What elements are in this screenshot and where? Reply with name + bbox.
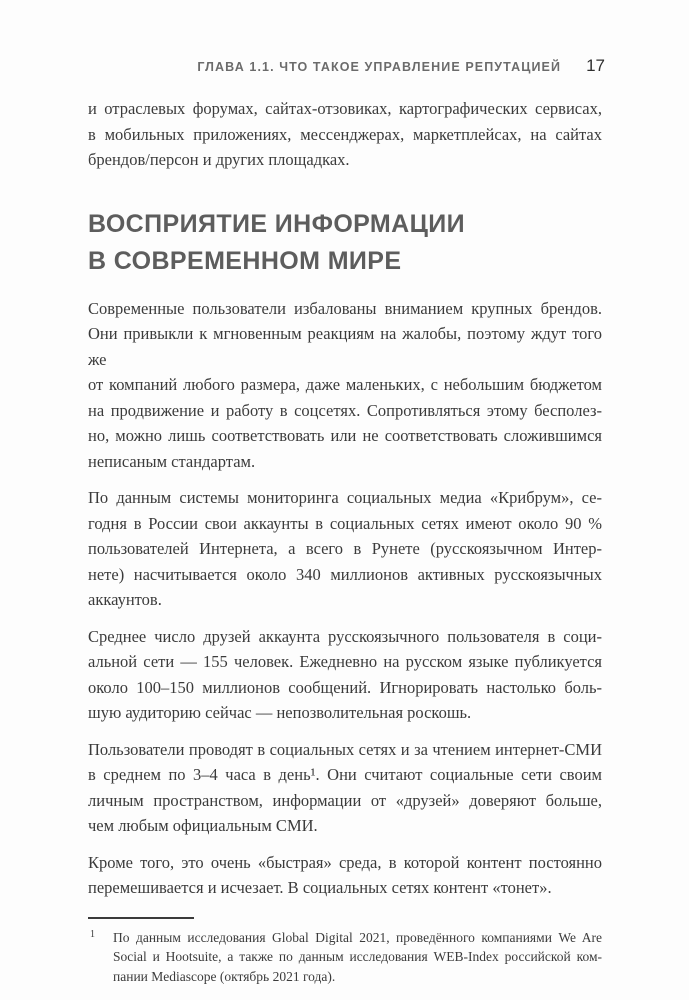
text-line: пользователей Интернета, а всего в Рунете (русскоязычном Интер- — [88, 539, 602, 558]
section-heading — [88, 206, 602, 280]
paragraph — [88, 850, 602, 901]
text-line: аккаунтов. — [88, 590, 162, 609]
text-line: шую аудиторию сейчас — непозволительная роскошь. — [88, 703, 472, 722]
text-line: личным пространством, информации от «друзей» доверяют больше, — [88, 790, 602, 810]
footnote — [88, 928, 602, 987]
text-line: Кроме того, это очень «быстрая» среда, в которой контент постоянно — [88, 852, 602, 872]
paragraph — [88, 624, 602, 726]
text-line: неписаным стандартам. — [88, 451, 256, 471]
footnote-separator-rule — [88, 917, 194, 919]
text-line: По данным исследования Global Digital 2021, проведённого компаниями We Are — [113, 929, 602, 945]
paragraph — [88, 296, 602, 475]
chapter-title: ГЛАВА 1.1. ЧТО ТАКОЕ УПРАВЛЕНИЕ РЕПУТАЦИЕЙ — [197, 60, 562, 74]
text-line: годня в России свои аккаунты в социальных сетях имеют около 90 % — [88, 513, 602, 533]
text-line: на продвижение и работу в соцсетях. Сопротивляться этому бесполез- — [88, 400, 602, 420]
text-line: около 100–150 миллионов сообщений. Игнорировать настолько боль- — [88, 677, 602, 697]
footnote-text — [88, 928, 602, 987]
intro-paragraph — [88, 96, 602, 173]
text-line: но, можно лишь соответствовать или не соответствовать сложившимся — [88, 426, 602, 445]
paragraph — [88, 737, 602, 839]
text-line: Social и Hootsuite, а также по данным исследования WEB-Index российской ком- — [113, 949, 602, 964]
paragraph — [88, 485, 602, 613]
text-line: перемешивается и исчезает. В социальных сетях контент «тонет». — [88, 878, 552, 897]
footnote-marker: 1 — [90, 928, 95, 940]
footnote-block — [88, 917, 602, 987]
text-line: чем любым официальным СМИ. — [88, 816, 318, 835]
text-line: брендов/персон и других площадках. — [88, 150, 350, 169]
text-line: нете) насчитывается около 340 миллионов активных русскоязычных — [88, 564, 602, 584]
text-line: Они привыкли к мгновенным реакциям на жалобы, поэтому ждут того же — [88, 324, 602, 369]
text-line: в мобильных приложениях, мессенджерах, маркетплейсах, на сайтах — [88, 124, 602, 144]
paragraph-group — [88, 296, 602, 901]
text-line: По данным системы мониторинга социальных медиа «Крибрум», се- — [88, 488, 602, 507]
section-heading-line-2: В СОВРЕМЕННОМ МИРЕ — [88, 246, 402, 275]
text-line: Современные пользователи избалованы вниманием крупных брендов. — [88, 298, 602, 318]
page-number: 17 — [586, 56, 605, 75]
text-line: от компаний любого размера, даже маленьких, с небольшим бюджетом — [88, 375, 602, 394]
running-header — [88, 56, 605, 76]
section-heading-line-1: ВОСПРИЯТИЕ ИНФОРМАЦИИ — [88, 209, 466, 238]
text-line: альной сети — 155 человек. Ежедневно на русском языке публикуется — [88, 652, 602, 671]
page-content — [88, 96, 602, 986]
text-line: Пользователи проводят в социальных сетях и за чтением интернет-СМИ — [88, 739, 602, 759]
text-line: Среднее число друзей аккаунта русскоязычного пользователя в соци- — [88, 626, 602, 646]
text-line: и отраслевых форумах, сайтах-отзовиках, картографических сервисах, — [88, 99, 602, 118]
text-line: пании Mediascope (октябрь 2021 года). — [113, 968, 336, 984]
text-line: в среднем по 3–4 часа в день¹. Они считают социальные сети своим — [88, 765, 602, 784]
